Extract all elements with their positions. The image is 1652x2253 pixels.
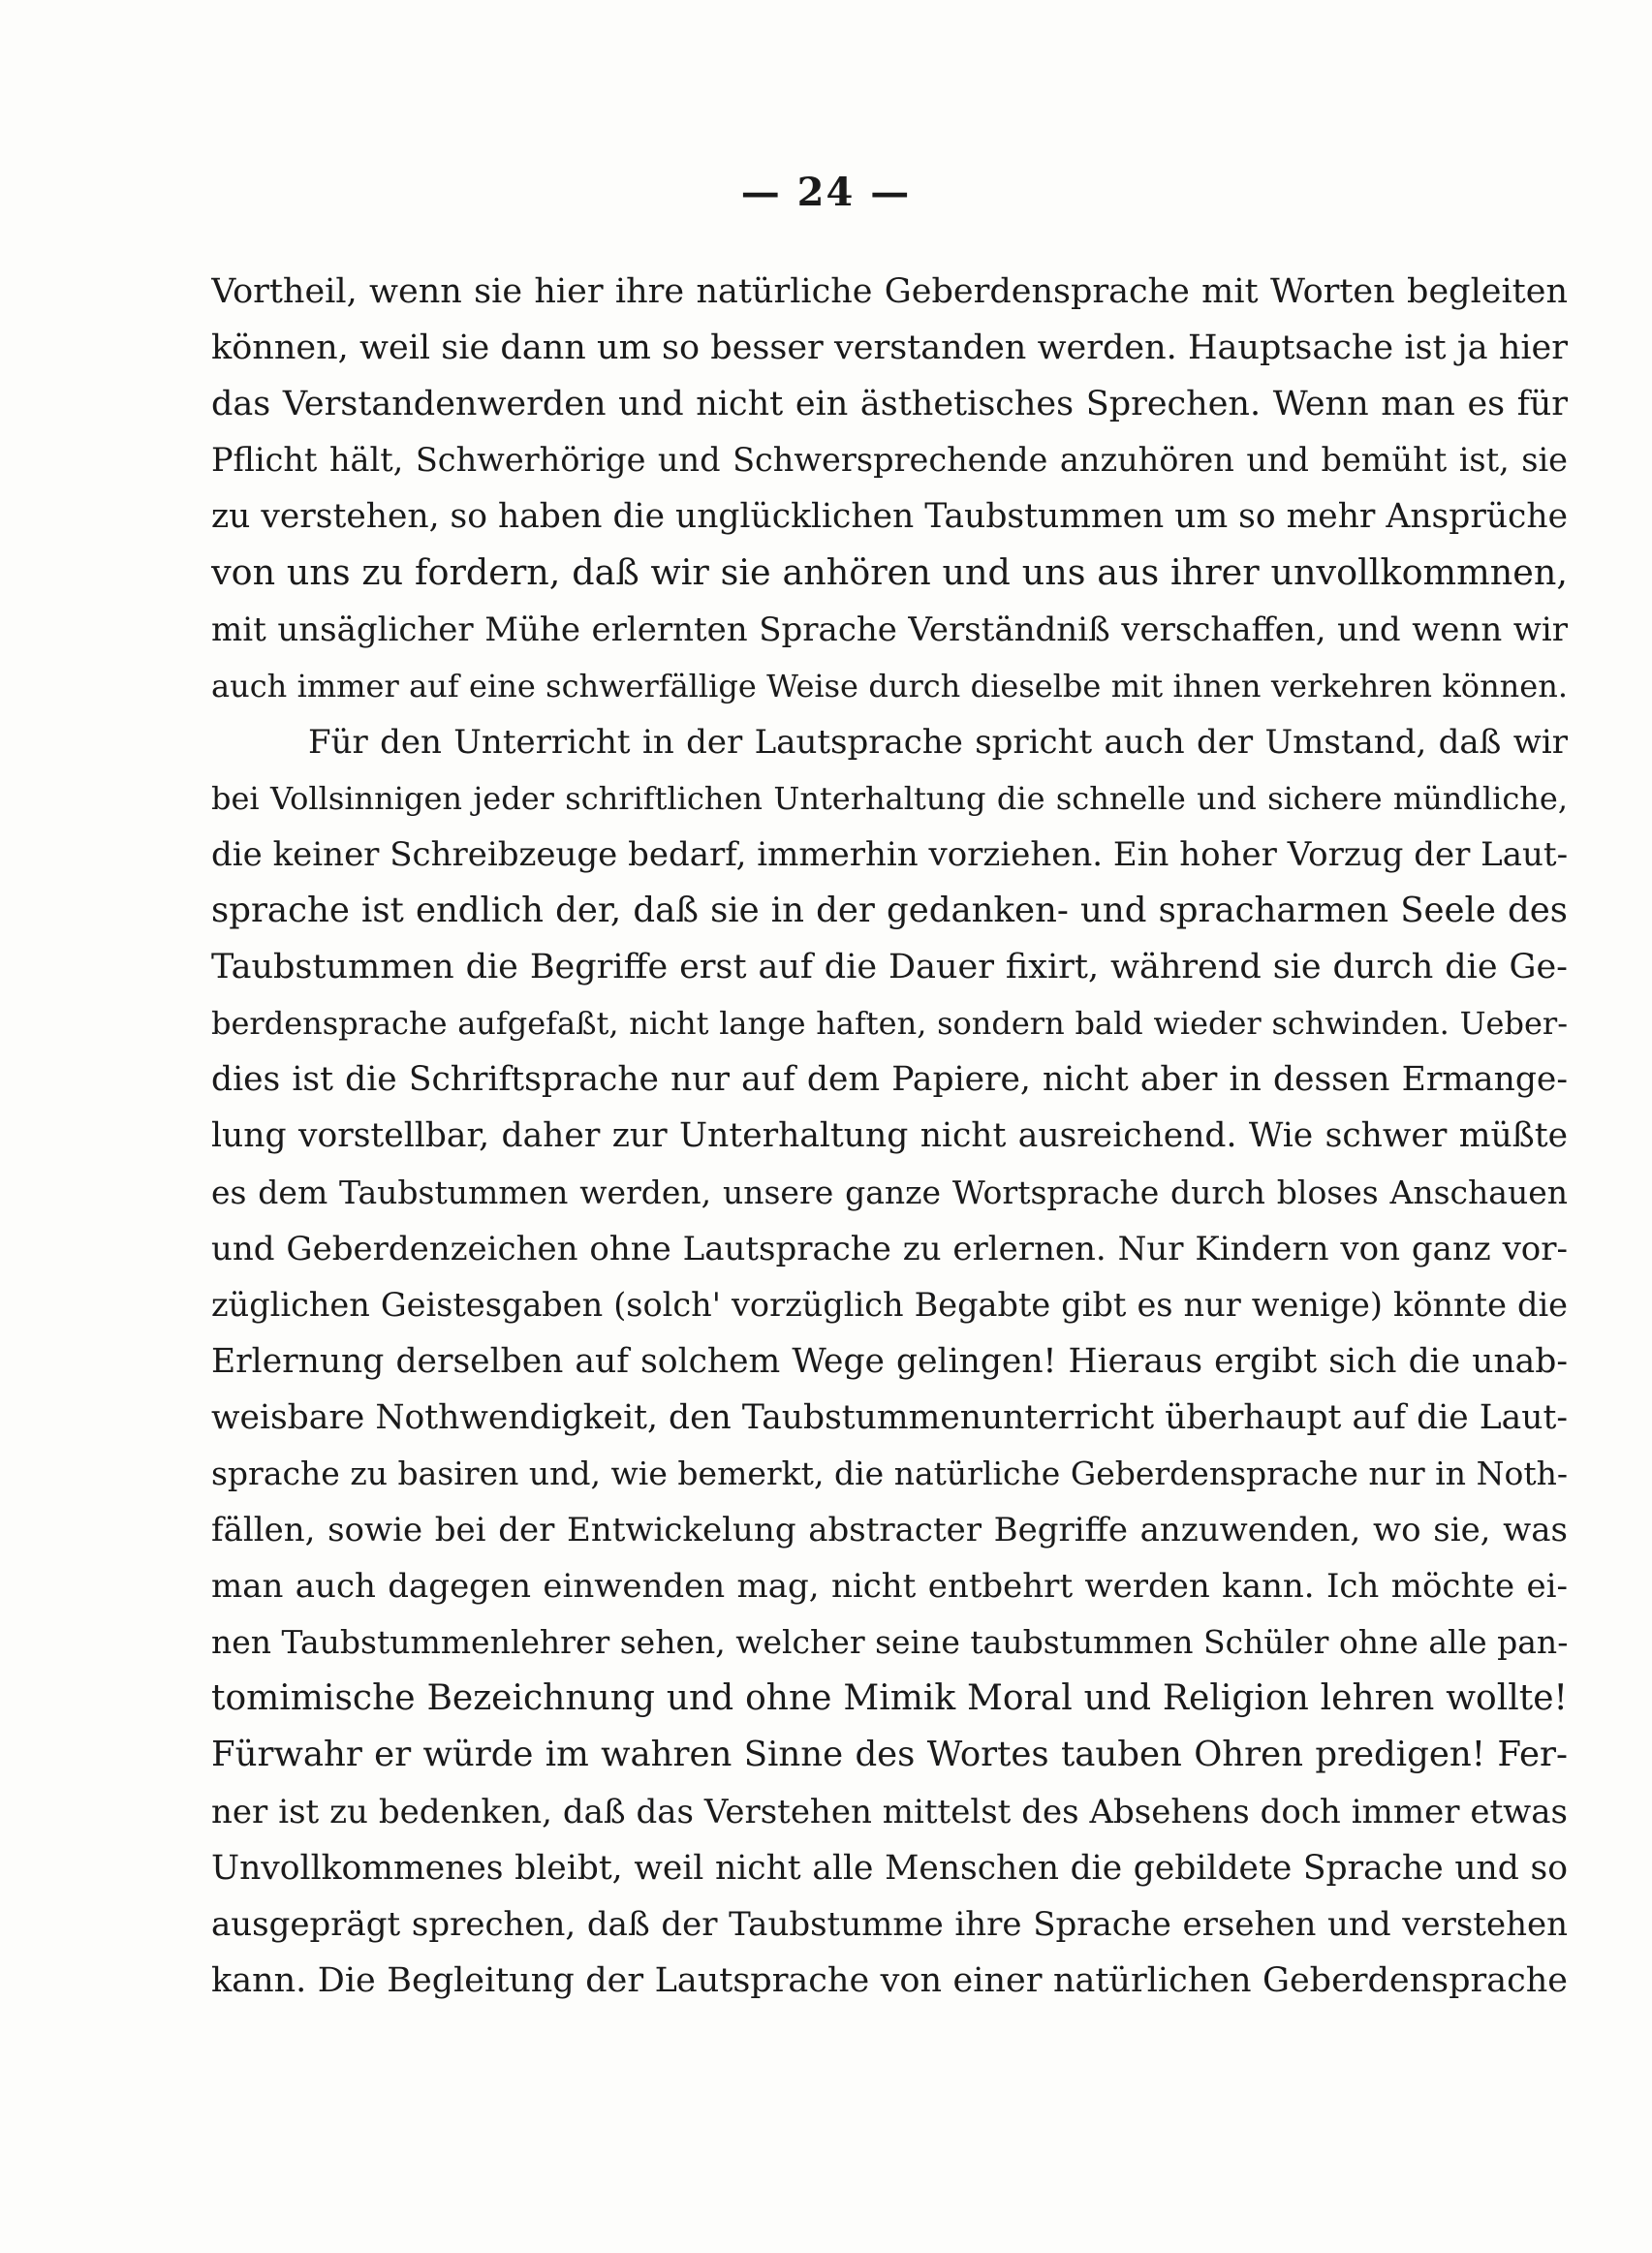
text-line: Taubstummen die Begriffe erst auf die Dauer fixirt, während sie durch die Ge- <box>211 948 1568 987</box>
text-line: dies ist die Schriftsprache nur auf dem Papiere, nicht aber in dessen Ermange- <box>211 1060 1568 1100</box>
text-line: man auch dagegen einwenden mag, nicht entbehrt werden kann. Ich möchte ei- <box>211 1567 1568 1607</box>
text-line: Unvollkommenes bleibt, weil nicht alle Menschen die gebildete Sprache und so <box>211 1848 1568 1888</box>
text-line: berdensprache aufgefaßt, nicht lange haften, sondern bald wieder schwinden. Ueber- <box>211 1005 1568 1043</box>
text-line: es dem Taubstummen werden, unsere ganze Wortsprache durch bloses Anschauen <box>211 1173 1568 1211</box>
text-line: Erlernung derselben auf solchem Wege gelingen! Hieraus ergibt sich die unab- <box>211 1341 1568 1381</box>
text-line: die keiner Schreibzeuge bedarf, immerhin vorziehen. Ein hoher Vorzug der Laut- <box>211 834 1568 874</box>
text-line: ausgeprägt sprechen, daß der Taubstumme ihre Sprache ersehen und verstehen <box>211 1904 1568 1944</box>
page-number: — 24 — <box>740 170 912 215</box>
text-line: Pflicht hält, Schwerhörige und Schwersprechende anzuhören und bemüht ist, sie <box>211 441 1568 480</box>
text-line: kann. Die Begleitung der Lautsprache von einer natürlichen Geberdensprache <box>211 1960 1568 2000</box>
text-line: auch immer auf eine schwerfällige Weise durch dieselbe mit ihnen verkehren können. <box>211 667 1568 704</box>
text-line: sprache zu basiren und, wie bemerkt, die natürliche Geberdensprache nur in Noth- <box>211 1454 1568 1492</box>
text-line: nen Taubstummenlehrer sehen, welcher seine taubstummen Schüler ohne alle pan- <box>211 1623 1568 1662</box>
text-line: Für den Unterricht in der Lautsprache spricht auch der Umstand, daß wir <box>308 722 1568 762</box>
text-line: weisbare Nothwendigkeit, den Taubstummenunterricht überhaupt auf die Laut- <box>211 1397 1568 1437</box>
text-line: züglichen Geistesgaben (solch' vorzüglich Begabte gibt es nur wenige) könnte die <box>211 1285 1568 1324</box>
text-line: Vortheil, wenn sie hier ihre natürliche Geberdensprache mit Worten begleiten <box>211 272 1568 311</box>
text-line: ner ist zu bedenken, daß das Verstehen mittelst des Absehens doch immer etwas <box>211 1792 1568 1831</box>
text-line: und Geberdenzeichen ohne Lautsprache zu erlernen. Nur Kindern von ganz vor- <box>211 1229 1568 1268</box>
body-text <box>211 264 1568 2009</box>
text-line: mit unsäglicher Mühe erlernten Sprache Verständniß verschaffen, und wenn wir <box>211 610 1568 649</box>
text-line: lung vorstellbar, daher zur Unterhaltung nicht ausreichend. Wie schwer müßte <box>211 1116 1568 1156</box>
text-line: sprache ist endlich der, daß sie in der gedanken- und spracharmen Seele des <box>211 891 1568 931</box>
text-line: fällen, sowie bei der Entwickelung abstracter Begriffe anzuwenden, wo sie, was <box>211 1511 1568 1550</box>
text-line: bei Vollsinnigen jeder schriftlichen Unterhaltung die schnelle und sichere mündliche, <box>211 779 1568 817</box>
text-line: können, weil sie dann um so besser verstanden werden. Hauptsache ist ja hier <box>211 329 1568 368</box>
text-line: von uns zu fordern, daß wir sie anhören und uns aus ihrer unvollkommnen, <box>211 551 1568 594</box>
text-line: das Verstandenwerden und nicht ein ästhetisches Sprechen. Wenn man es für <box>211 385 1568 424</box>
text-line: tomimische Bezeichnung und ohne Mimik Moral und Religion lehren wollte! <box>211 1678 1568 1719</box>
text-line: zu verstehen, so haben die unglücklichen Taubstummen um so mehr Ansprüche <box>211 497 1568 537</box>
text-line: Fürwahr er würde im wahren Sinne des Wortes tauben Ohren predigen! Fer- <box>211 1735 1568 1775</box>
